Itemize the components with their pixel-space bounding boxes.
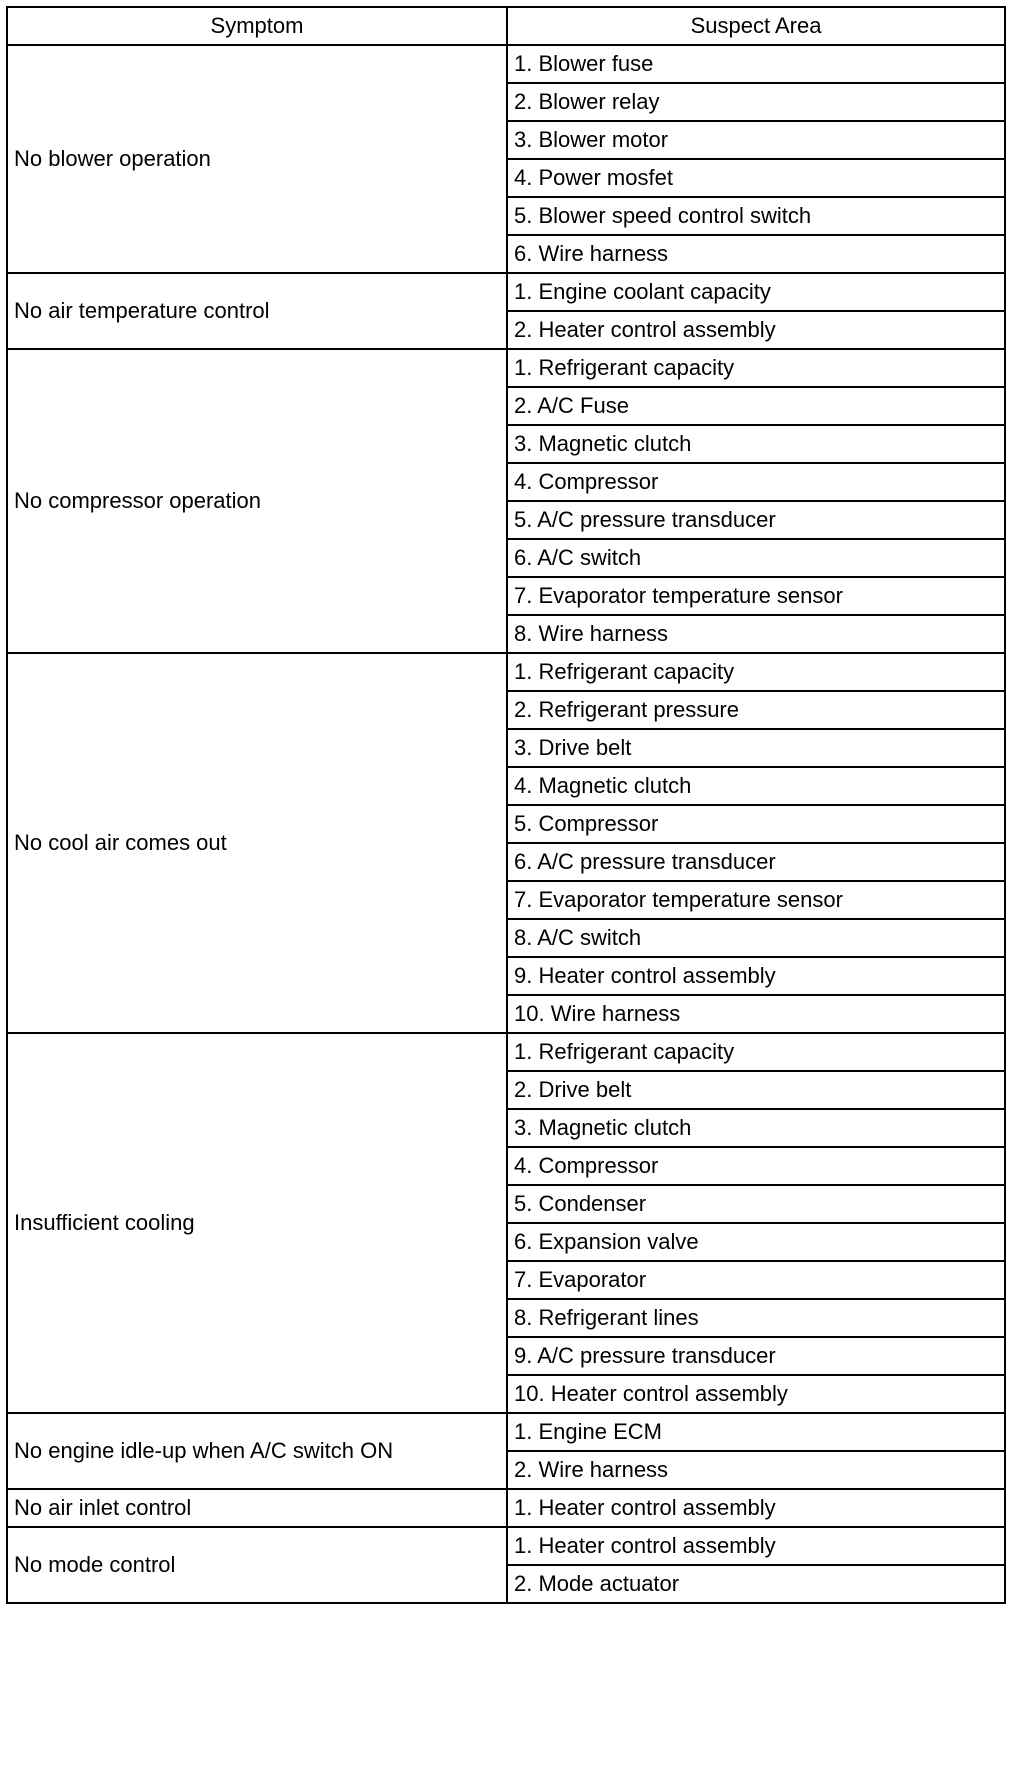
symptom-cell: No air inlet control: [7, 1489, 507, 1527]
table-row: [7, 1033, 1005, 1071]
suspect-area-cell: 2. Blower relay: [507, 83, 1005, 121]
suspect-area-cell: 1. Refrigerant capacity: [507, 349, 1005, 387]
suspect-area-cell: 5. A/C pressure transducer: [507, 501, 1005, 539]
symptom-cell: No cool air comes out: [7, 653, 507, 1033]
suspect-area-cell: 6. A/C switch: [507, 539, 1005, 577]
suspect-area-cell: 1. Refrigerant capacity: [507, 1033, 1005, 1071]
suspect-area-cell: 5. Compressor: [507, 805, 1005, 843]
suspect-area-cell: 1. Heater control assembly: [507, 1489, 1005, 1527]
symptom-cell: No air temperature control: [7, 273, 507, 349]
suspect-area-cell: 4. Magnetic clutch: [507, 767, 1005, 805]
table-row: [7, 1527, 1005, 1565]
symptom-cell: Insufficient cooling: [7, 1033, 507, 1413]
suspect-area-cell: 4. Power mosfet: [507, 159, 1005, 197]
suspect-area-cell: 4. Compressor: [507, 1147, 1005, 1185]
suspect-area-cell: 3. Blower motor: [507, 121, 1005, 159]
suspect-area-cell: 5. Condenser: [507, 1185, 1005, 1223]
suspect-area-cell: 10. Wire harness: [507, 995, 1005, 1033]
suspect-area-cell: 9. Heater control assembly: [507, 957, 1005, 995]
suspect-area-cell: 3. Drive belt: [507, 729, 1005, 767]
suspect-area-cell: 8. Refrigerant lines: [507, 1299, 1005, 1337]
symptom-cell: No mode control: [7, 1527, 507, 1603]
suspect-area-cell: 1. Refrigerant capacity: [507, 653, 1005, 691]
table-row: [7, 273, 1005, 311]
suspect-area-column-header: Suspect Area: [507, 7, 1005, 45]
suspect-area-cell: 7. Evaporator temperature sensor: [507, 881, 1005, 919]
table-header: [7, 7, 1005, 45]
suspect-area-cell: 3. Magnetic clutch: [507, 1109, 1005, 1147]
suspect-area-cell: 3. Magnetic clutch: [507, 425, 1005, 463]
table-row: [7, 1489, 1005, 1527]
suspect-area-cell: 1. Engine ECM: [507, 1413, 1005, 1451]
header-row: [7, 7, 1005, 45]
suspect-area-cell: 1. Blower fuse: [507, 45, 1005, 83]
suspect-area-cell: 2. Heater control assembly: [507, 311, 1005, 349]
symptom-cell: No blower operation: [7, 45, 507, 273]
suspect-area-cell: 1. Engine coolant capacity: [507, 273, 1005, 311]
suspect-area-cell: 1. Heater control assembly: [507, 1527, 1005, 1565]
suspect-area-cell: 7. Evaporator temperature sensor: [507, 577, 1005, 615]
suspect-area-cell: 8. Wire harness: [507, 615, 1005, 653]
troubleshooting-table: [6, 6, 1006, 1604]
suspect-area-cell: 2. Drive belt: [507, 1071, 1005, 1109]
suspect-area-cell: 6. Expansion valve: [507, 1223, 1005, 1261]
table-row: [7, 45, 1005, 83]
suspect-area-cell: 2. A/C Fuse: [507, 387, 1005, 425]
table-row: [7, 1413, 1005, 1451]
suspect-area-cell: 5. Blower speed control switch: [507, 197, 1005, 235]
table-row: [7, 653, 1005, 691]
suspect-area-cell: 6. A/C pressure transducer: [507, 843, 1005, 881]
symptom-cell: No engine idle-up when A/C switch ON: [7, 1413, 507, 1489]
suspect-area-cell: 4. Compressor: [507, 463, 1005, 501]
suspect-area-cell: 2. Refrigerant pressure: [507, 691, 1005, 729]
symptom-column-header: Symptom: [7, 7, 507, 45]
suspect-area-cell: 2. Mode actuator: [507, 1565, 1005, 1603]
table-row: [7, 349, 1005, 387]
table-body: [7, 45, 1005, 1603]
suspect-area-cell: 9. A/C pressure transducer: [507, 1337, 1005, 1375]
suspect-area-cell: 10. Heater control assembly: [507, 1375, 1005, 1413]
symptom-cell: No compressor operation: [7, 349, 507, 653]
suspect-area-cell: 2. Wire harness: [507, 1451, 1005, 1489]
suspect-area-cell: 6. Wire harness: [507, 235, 1005, 273]
suspect-area-cell: 8. A/C switch: [507, 919, 1005, 957]
suspect-area-cell: 7. Evaporator: [507, 1261, 1005, 1299]
